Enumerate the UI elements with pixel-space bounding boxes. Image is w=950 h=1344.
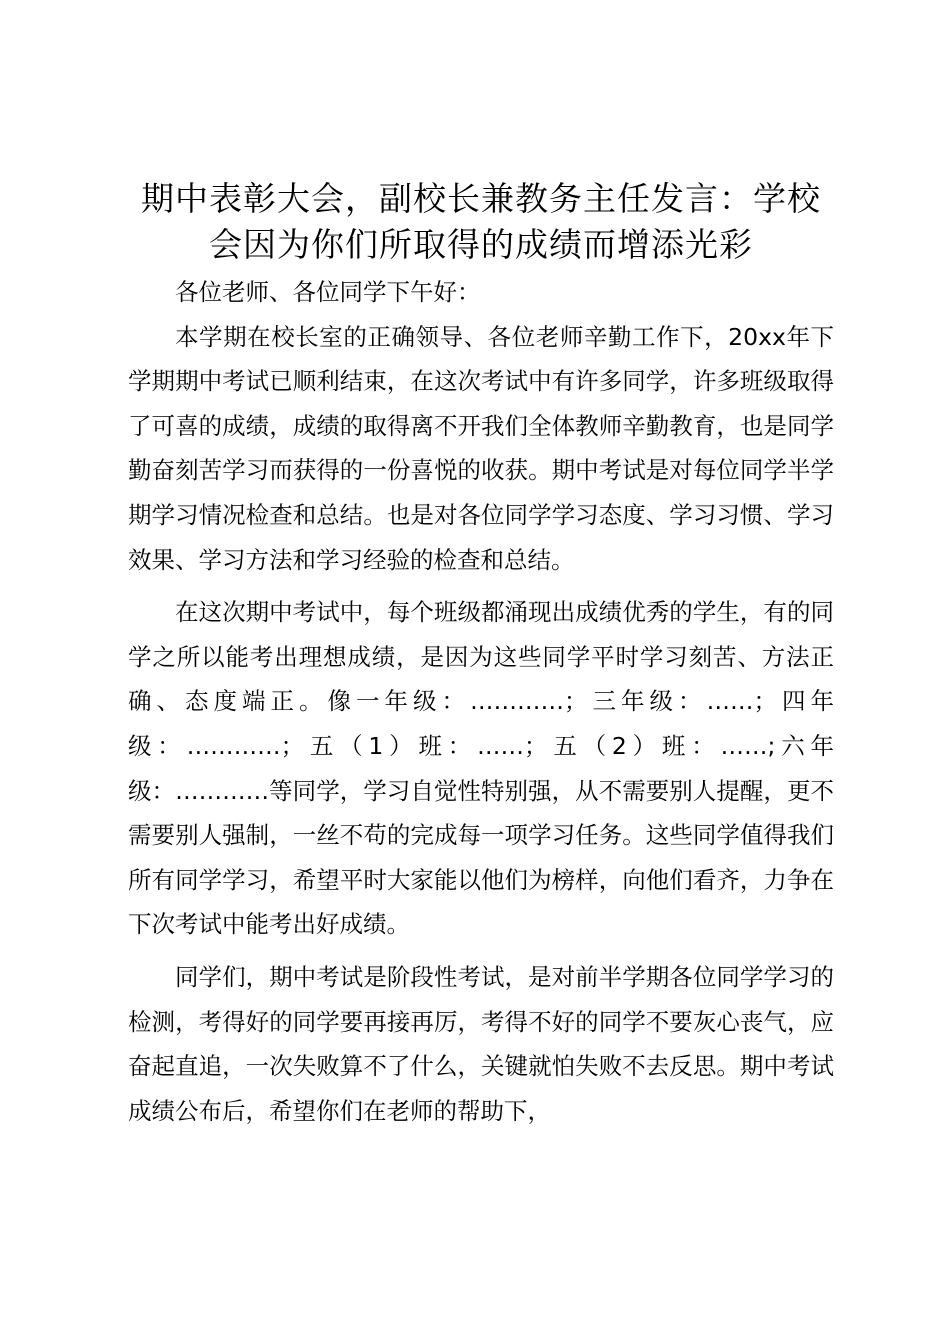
paragraph-3: 同学们，期中考试是阶段性考试，是对前半学期各位同学学习的检测，考得好的同学要再接再厉，考得不好的同学不要灰心丧气，应奋起直追，一次失败算不了什么，关键就怕失败不去反思。期中考试成绩公布后，希望你们在老师的帮助下，	[128, 962, 834, 1125]
document-title: 期中表彰大会，副校长兼教务主任发言：学校会因为你们所取得的成绩而增添光彩	[141, 179, 821, 264]
document-body	[128, 176, 834, 1133]
paragraph-2: 在这次期中考试中，每个班级都涌现出成绩优秀的学生，有的同学之所以能考出理想成绩，是因为这些同学平时学习刻苦、方法正确、态度端正。像一年级：…………；三年级：……；四年级：…………；五（1）班：……；五（2）班：……;六年级：…………等同学，学习自觉性特别强，从不需要别人提醒，更不需要别人强制，一丝不苟的完成每一项学习任务。这些同学值得我们所有同学学习，希望平时大家能以他们为榜样，向他们看齐，力争在下次考试中能考出好成绩。	[128, 598, 834, 939]
paragraph-1: 本学期在校长室的正确领导、各位老师辛勤工作下，20xx年下学期期中考试已顺利结束，在这次考试中有许多同学，许多班级取得了可喜的成绩，成绩的取得离不开我们全体教师辛勤教育，也是同学勤奋刻苦学习而获得的一份喜悦的收获。期中考试是对每位同学半学期学习情况检查和总结。也是对各位同学学习态度、学习习惯、学习效果、学习方法和学习经验的检查和总结。	[128, 322, 834, 574]
greeting-line: 各位老师、各位同学下午好：	[175, 278, 481, 306]
